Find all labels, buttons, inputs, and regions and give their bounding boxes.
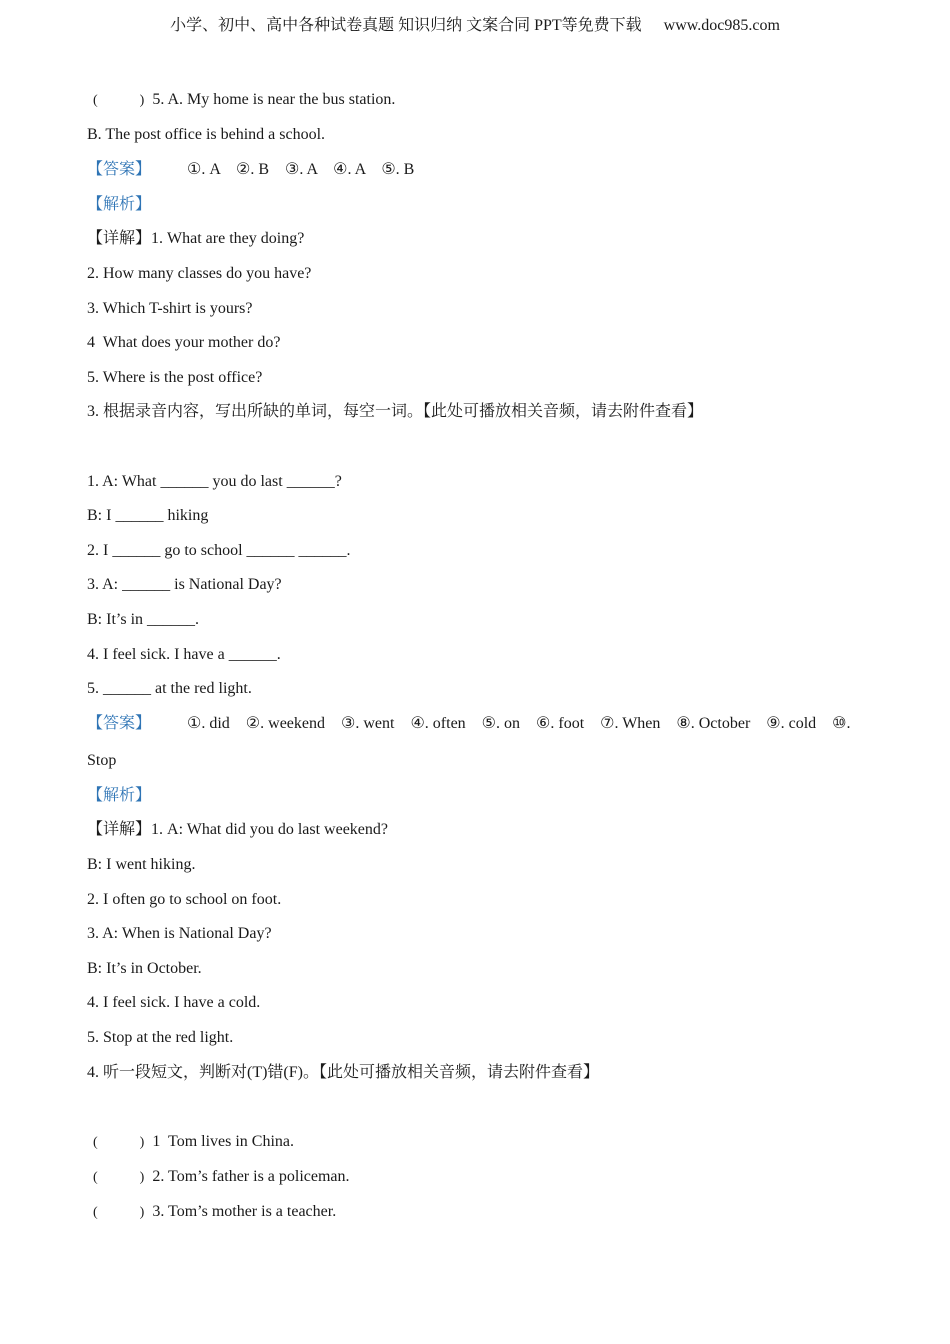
- q2-detail-1: [87, 229, 304, 249]
- q3-detail-6: 4. I feel sick. I have a cold.: [87, 994, 261, 1011]
- answer-tag: 【答案】: [87, 161, 152, 178]
- q2-detail-4: 4 What does your mother do?: [87, 334, 281, 351]
- q3-line-2: B: I ______ hiking: [87, 507, 209, 524]
- q3-answer-cont: Stop: [87, 752, 117, 769]
- q3-line-6: 4. I feel sick. I have a ______.: [87, 646, 281, 663]
- page-header: [0, 12, 950, 35]
- answer-paren: ( ): [93, 1205, 145, 1220]
- q2-item-5: [87, 90, 395, 111]
- q3-analysis-tag: 【解析】: [87, 787, 152, 804]
- q3-line-4: 3. A: ______ is National Day?: [87, 576, 282, 593]
- answer-paren: ( ): [93, 93, 145, 108]
- q3-line-7: 5. ______ at the red light.: [87, 680, 252, 697]
- header-text: 小学、初中、高中各种试卷真题 知识归纳 文案合同 PPT等免费下载: [170, 17, 642, 34]
- q3-answers: ①. did ②. weekend ③. went ④. often ⑤. on ⑥. foot ⑦. When ⑧. October ⑨. cold ⑩.: [187, 715, 851, 732]
- q4-item-2: [87, 1167, 350, 1188]
- q4-item-1: [87, 1132, 294, 1153]
- q3-detail-5: B: It’s in October.: [87, 960, 202, 977]
- q3-detail-2: B: I went hiking.: [87, 856, 196, 873]
- q2-detail-2: 2. How many classes do you have?: [87, 265, 312, 282]
- q2-analysis-tag: 【解析】: [87, 196, 152, 213]
- q2-item-5-text: 5. A. My home is near the bus station.: [152, 91, 396, 108]
- q2-answer-line: [87, 160, 414, 180]
- q3-detail-7: 5. Stop at the red light.: [87, 1029, 234, 1046]
- q3-line-5: B: It’s in ______.: [87, 611, 200, 628]
- q4-item-text: 1 Tom lives in China.: [152, 1133, 295, 1150]
- header-site-url[interactable]: www.doc985.com: [663, 17, 780, 34]
- q4-item-3: [87, 1202, 336, 1223]
- q4-title: 4. 听一段短文，判断对(T)错(F)。【此处可播放相关音频，请去附件查看】: [87, 1064, 599, 1081]
- q3-detail-4: 3. A: When is National Day?: [87, 925, 272, 942]
- q3-answer-line: [87, 714, 851, 734]
- q2-detail-5: 5. Where is the post office?: [87, 369, 263, 386]
- q2-item-5-option-b: B. The post office is behind a school.: [87, 126, 326, 143]
- answer-paren: ( ): [93, 1170, 145, 1185]
- q3-detail-3: 2. I often go to school on foot.: [87, 891, 282, 908]
- q3-detail-text: 1. A: What did you do last weekend?: [151, 821, 388, 838]
- q3-title: 3. 根据录音内容，写出所缺的单词，每空一词。【此处可播放相关音频，请去附件查看】: [87, 403, 704, 420]
- q4-item-text: 3. Tom’s mother is a teacher.: [152, 1203, 337, 1220]
- q2-answers: ①. A ②. B ③. A ④. A ⑤. B: [187, 161, 415, 178]
- q3-line-1: 1. A: What ______ you do last ______?: [87, 473, 342, 490]
- q3-detail-1: [87, 820, 388, 840]
- q3-line-3: 2. I ______ go to school ______ ______.: [87, 542, 351, 559]
- detail-tag: 【详解】: [87, 821, 152, 838]
- q4-item-text: 2. Tom’s father is a policeman.: [152, 1168, 350, 1185]
- q2-detail-3: 3. Which T-shirt is yours?: [87, 300, 253, 317]
- answer-tag: 【答案】: [87, 715, 152, 732]
- answer-paren: ( ): [93, 1135, 145, 1150]
- detail-tag: 【详解】: [87, 230, 152, 247]
- q2-detail-text: 1. What are they doing?: [151, 230, 305, 247]
